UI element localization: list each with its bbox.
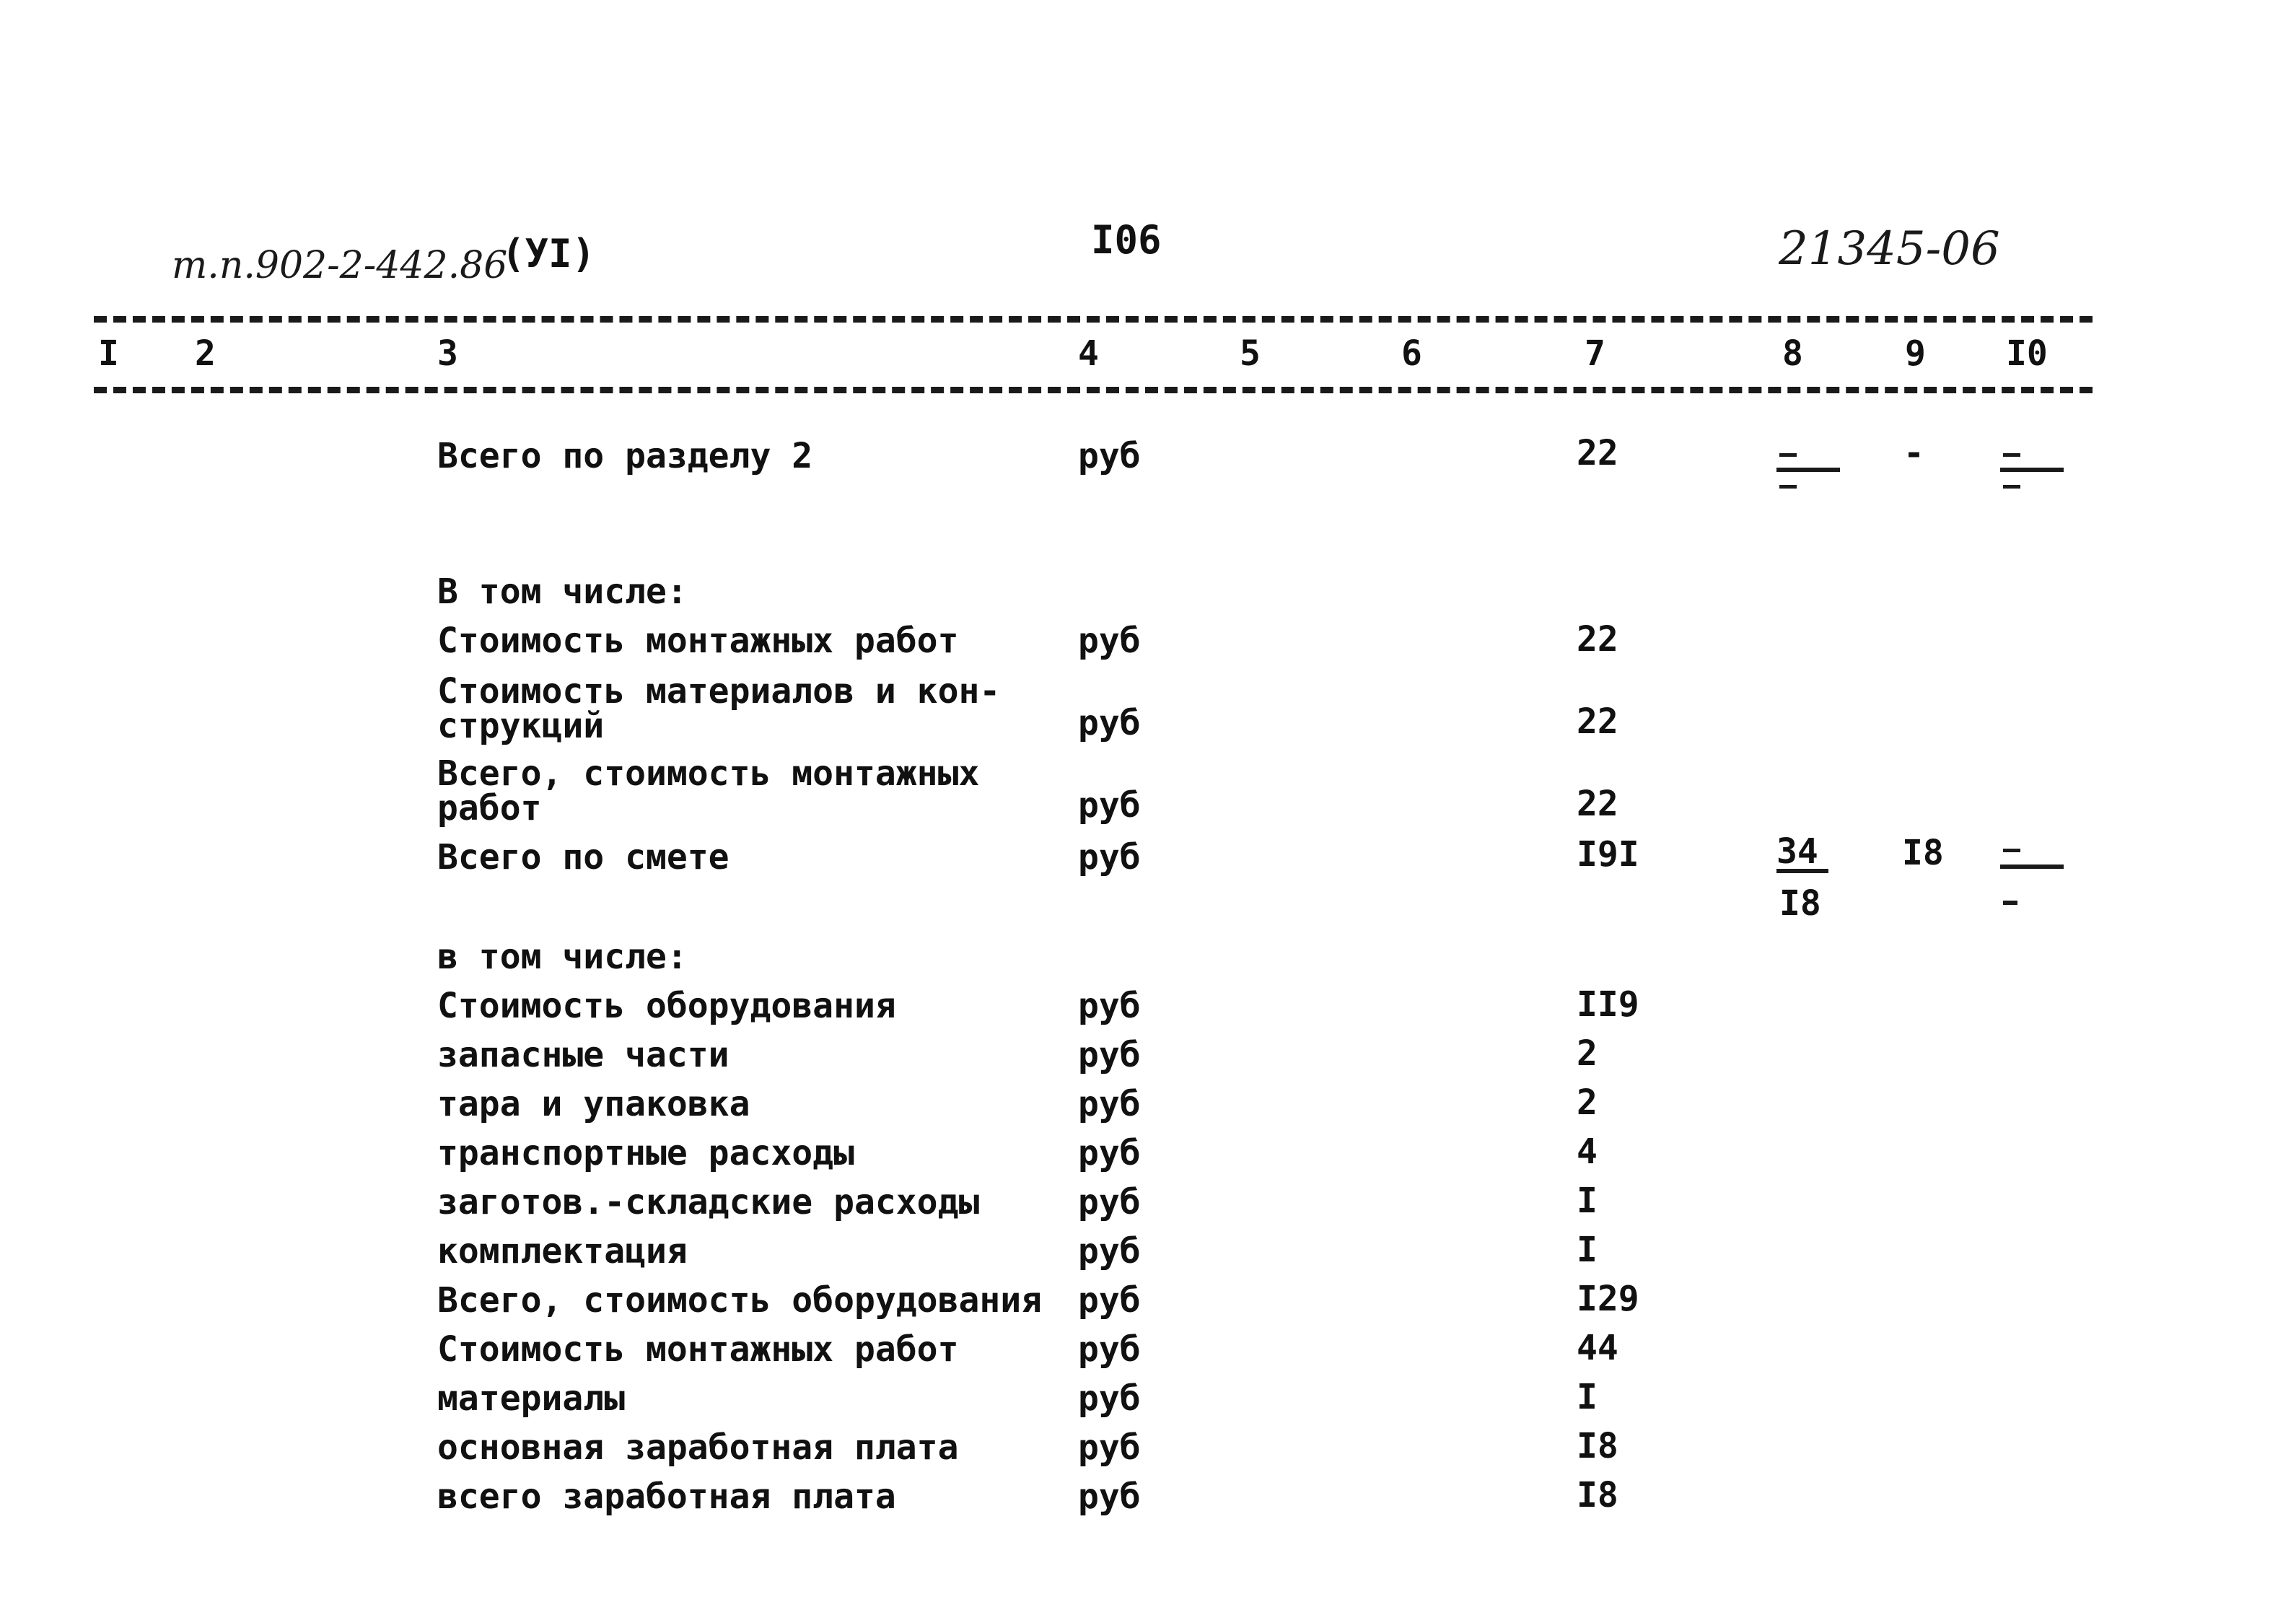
row-unit: руб [1078,1329,1141,1370]
row-label: комплектация [437,1231,688,1272]
col10-fraction-dash-mark [2000,849,2065,906]
row-value: I8 [1577,1426,1618,1466]
row-label-continued: работ [437,788,542,828]
row-unit: руб [1078,1378,1141,1419]
row-unit: руб [1078,986,1141,1026]
section-marker: (УI) [501,231,596,276]
column-header-2: 2 [195,333,216,374]
row-label-continued: струкций [437,706,605,746]
row-value: 2 [1577,1082,1598,1123]
column-header-1: I [98,333,119,374]
row-value: 22 [1577,433,1618,473]
row-value: 2 [1577,1033,1598,1074]
row-label: всего заработная плата [437,1476,896,1517]
col8-fraction-dash-mark [1776,453,1841,493]
column-header-8: 8 [1782,333,1803,374]
row-value: I [1577,1230,1598,1270]
row-label: Стоимость монтажных работ [437,621,959,661]
row-label: запасные части [437,1035,729,1075]
row-label: Стоимость оборудования [437,986,896,1026]
row-unit: руб [1078,837,1141,877]
row-value: I8 [1577,1475,1618,1515]
row-label: транспортные расходы [437,1133,854,1173]
header-rule-bottom [94,387,2093,393]
column-header-6: 6 [1401,333,1422,374]
row-label: Стоимость материалов и кон- [437,671,1001,712]
row-value: 44 [1577,1328,1618,1368]
row-value: 4 [1577,1132,1598,1172]
col8-numerator: 34 [1776,834,1828,873]
row-label: Всего по смете [437,837,729,877]
row-unit: руб [1078,1231,1141,1272]
row-label: тара и упаковка [437,1084,750,1124]
including-heading: в том числе: [437,937,688,977]
row-unit: руб [1078,436,1141,476]
including-heading: В том числе: [437,572,688,612]
row-value: I [1577,1181,1598,1221]
row-unit: руб [1078,1427,1141,1468]
col10-fraction-dash-mark [2000,453,2065,493]
row-value: II9 [1577,984,1639,1025]
row-value: 22 [1577,784,1618,824]
col9-value: I8 [1902,833,1944,873]
row-value: I29 [1577,1279,1639,1319]
column-header-5: 5 [1240,333,1261,374]
row-label: Всего по разделу 2 [437,436,813,476]
row-unit: руб [1078,1133,1141,1173]
col9-dash: - [1903,433,1924,473]
row-unit: руб [1078,1280,1141,1321]
row-unit: руб [1078,703,1141,743]
row-unit: руб [1078,1182,1141,1222]
row-unit: руб [1078,1084,1141,1124]
row-value: I9I [1577,834,1639,875]
col8-denominator: I8 [1779,883,1821,924]
archive-number: 21345-06 [1779,222,2000,276]
row-label: Всего, стоимость монтажных [437,753,980,794]
row-unit: руб [1078,1476,1141,1517]
column-header-7: 7 [1585,333,1605,374]
column-header-3: 3 [437,333,458,374]
row-unit: руб [1078,1035,1141,1075]
document-code: т.п.902-2-442.86 [172,244,508,287]
page-number: I06 [1091,217,1162,263]
row-label: основная заработная плата [437,1427,959,1468]
row-label: заготов.-складские расходы [437,1182,980,1222]
column-header-10: I0 [2006,333,2048,374]
row-label: материалы [437,1378,626,1419]
column-header-4: 4 [1078,333,1099,374]
row-unit: руб [1078,621,1141,661]
row-value: I [1577,1377,1598,1417]
row-value: 22 [1577,701,1618,742]
row-unit: руб [1078,785,1141,826]
column-header-9: 9 [1905,333,1926,374]
row-value: 22 [1577,619,1618,660]
row-label: Стоимость монтажных работ [437,1329,959,1370]
header-rule-top [94,316,2093,323]
row-label: Всего, стоимость оборудования [437,1280,1043,1321]
